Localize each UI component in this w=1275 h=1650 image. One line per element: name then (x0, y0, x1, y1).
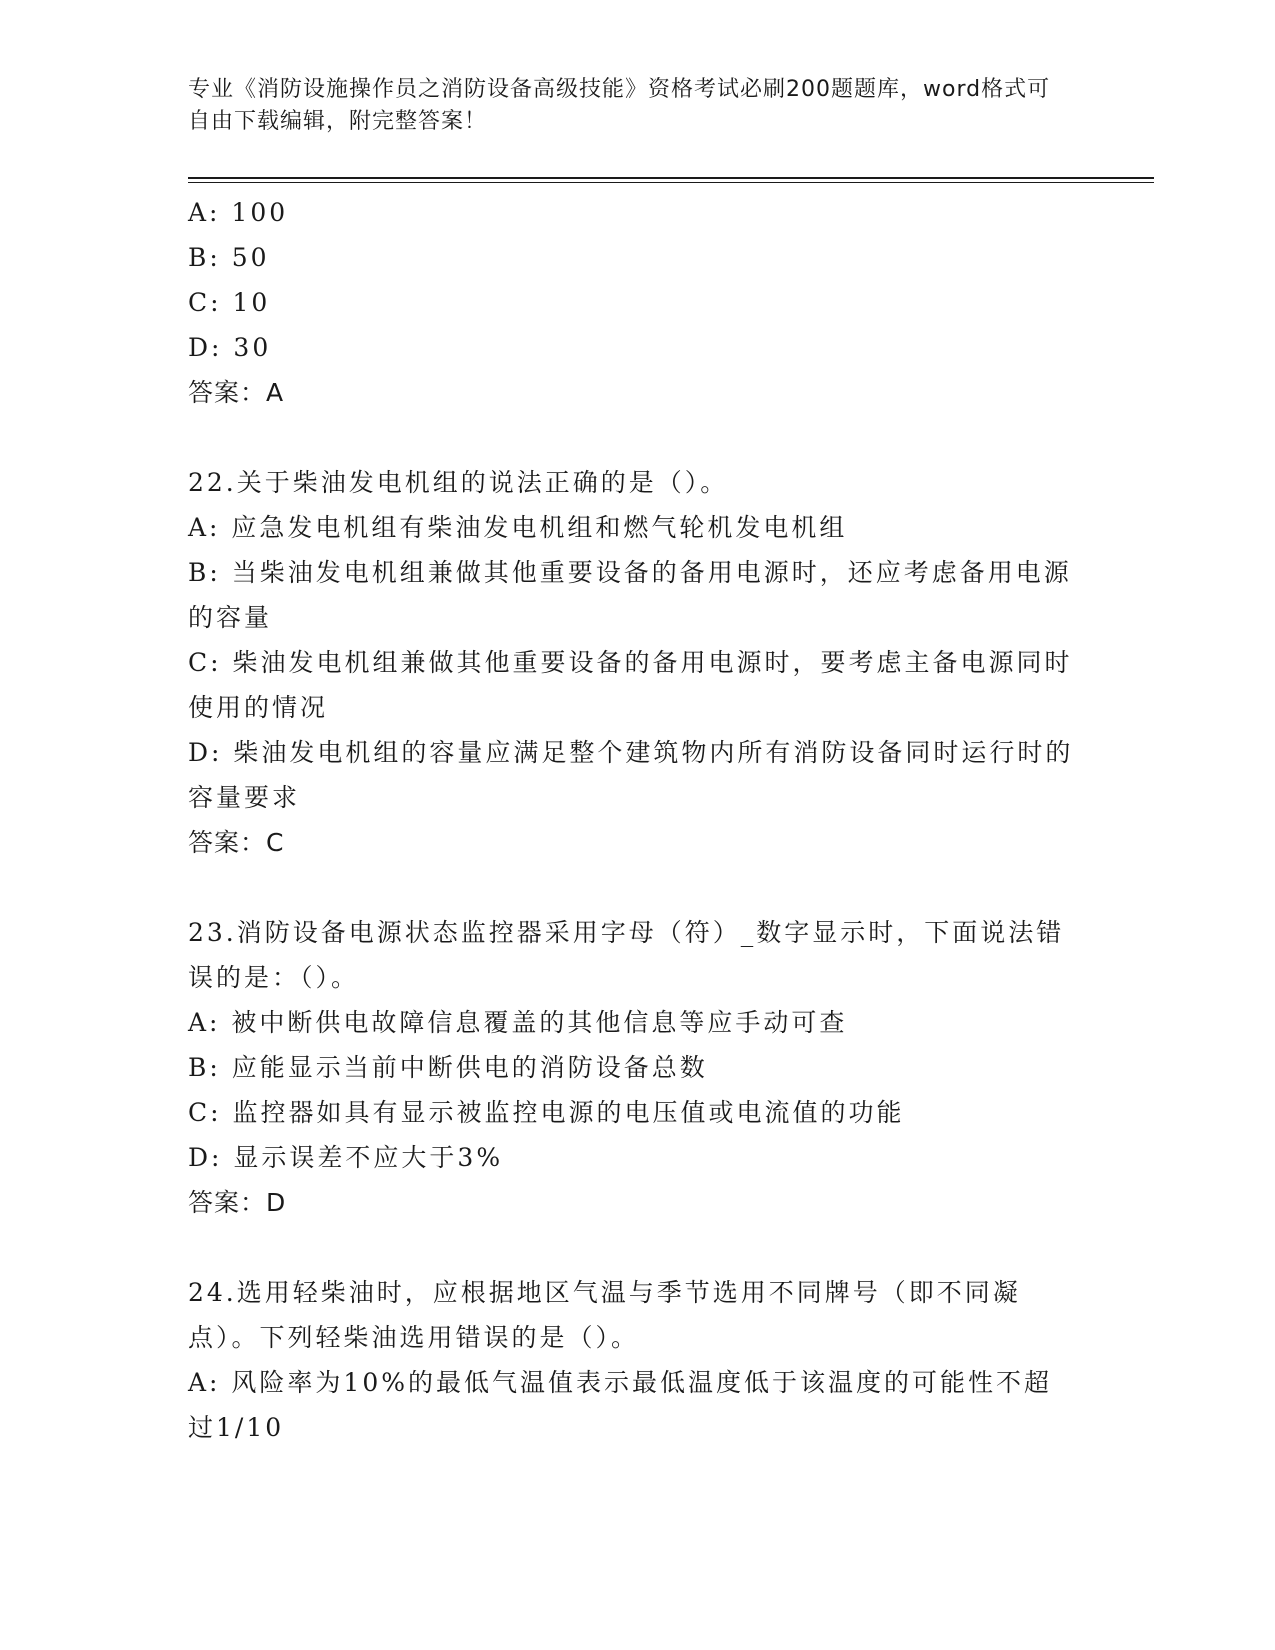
document-header: 专业《消防设施操作员之消防设备高级技能》资格考试必刷200题题库，word格式可自由下载编辑，附完整答案！ (188, 77, 1051, 134)
question-23 (188, 910, 1078, 1225)
question-21-tail (188, 190, 1078, 415)
question-content (188, 190, 1078, 1450)
option-c: C: 柴油发电机组兼做其他重要设备的备用电源时，要考虑主备电源同时使用的情况 (188, 648, 1073, 722)
option-d: D: 柴油发电机组的容量应满足整个建筑物内所有消防设备同时运行时的容量要求 (188, 738, 1074, 812)
question-24 (188, 1270, 1078, 1450)
answer: 答案：A (188, 378, 285, 407)
spacer (188, 1225, 1078, 1270)
question-stem: 22.关于柴油发电机组的说法正确的是（）。 (188, 468, 729, 497)
option-a: A: 被中断供电故障信息覆盖的其他信息等应手动可查 (188, 1008, 848, 1037)
answer: 答案：D (188, 1188, 287, 1217)
option-b: B: 应能显示当前中断供电的消防设备总数 (188, 1053, 708, 1082)
option-d: D: 显示误差不应大于3% (188, 1143, 504, 1172)
option-d: D: 30 (188, 333, 272, 362)
answer: 答案：C (188, 828, 285, 857)
option-b: B: 当柴油发电机组兼做其他重要设备的备用电源时，还应考虑备用电源的容量 (188, 558, 1072, 632)
option-c: C: 监控器如具有显示被监控电源的电压值或电流值的功能 (188, 1098, 905, 1127)
option-a: A: 应急发电机组有柴油发电机组和燃气轮机发电机组 (188, 513, 848, 542)
header-divider (188, 177, 1154, 183)
spacer (188, 865, 1078, 910)
question-stem: 24.选用轻柴油时，应根据地区气温与季节选用不同牌号（即不同凝点）。下列轻柴油选用错误的是（）。 (188, 1278, 1021, 1352)
spacer (188, 415, 1078, 460)
option-c: C: 10 (188, 288, 271, 317)
option-a: A: 风险率为10%的最低气温值表示最低温度低于该温度的可能性不超过1/10 (188, 1368, 1052, 1442)
question-22 (188, 460, 1078, 865)
option-b: B: 50 (188, 243, 270, 272)
question-stem: 23.消防设备电源状态监控器采用字母（符）_数字显示时，下面说法错误的是：（）。 (188, 918, 1065, 992)
option-a: A: 100 (188, 198, 289, 227)
